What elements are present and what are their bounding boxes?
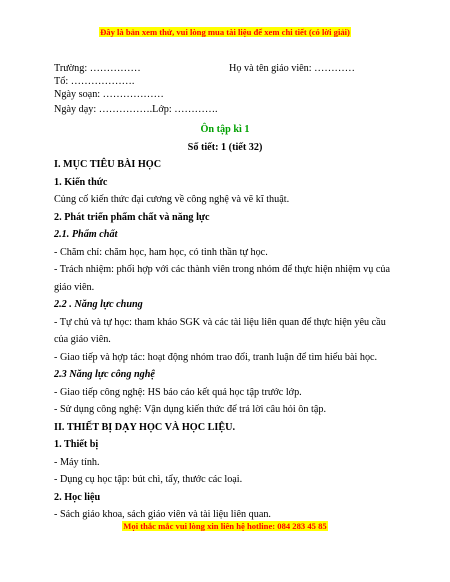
group-field: Tổ: ………………. bbox=[54, 76, 135, 87]
device-computer: - Máy tính. bbox=[54, 457, 100, 468]
heading-tech-competence: 2.3 Năng lực công nghệ bbox=[54, 369, 155, 380]
heading-development: 2. Phát triển phẩm chất và năng lực bbox=[54, 212, 210, 223]
school-field: Trường: …………… bbox=[54, 63, 141, 74]
heading-devices: 1. Thiết bị bbox=[54, 439, 99, 450]
heading-equipment: II. THIẾT BỊ DẠY HỌC VÀ HỌC LIỆU. bbox=[54, 422, 236, 433]
teacher-field: Họ và tên giáo viên: ………… bbox=[229, 63, 355, 74]
tech-usage: - Sử dụng công nghệ: Vận dụng kiến thức để trả lời câu hỏi ôn tập. bbox=[54, 404, 327, 415]
knowledge-text: Củng cố kiến thức đại cương về công nghệ và vẽ kĩ thuật. bbox=[54, 194, 290, 205]
heading-general-competence: 2.2 . Năng lực chung bbox=[54, 299, 143, 310]
materials-text: - Sách giáo khoa, sách giáo viên và tài liệu liên quan. bbox=[54, 509, 271, 520]
preview-banner-text: Đây là bản xem thử, vui lòng mua tài liệu để xem chi tiết (có lời giải) bbox=[100, 27, 350, 37]
teach-date-field: Ngày dạy: …………….Lớp: …………. bbox=[54, 104, 218, 115]
heading-knowledge: 1. Kiến thức bbox=[54, 177, 108, 188]
heading-materials: 2. Học liệu bbox=[54, 492, 101, 503]
device-tools: - Dụng cụ học tập: bút chì, tẩy, thước các loại. bbox=[54, 474, 243, 485]
preview-banner bbox=[0, 27, 450, 38]
tech-communication: - Giao tiếp công nghệ: HS báo cáo kết quả học tập trước lớp. bbox=[54, 387, 302, 398]
competence-cooperation: - Giao tiếp và hợp tác: hoạt động nhóm trao đổi, tranh luận để tìm hiểu bài học. bbox=[54, 352, 378, 363]
competence-self-study: - Tự chủ và tự học: tham khảo SGK và các tài liệu liên quan để thực hiện yêu cầu bbox=[54, 317, 386, 328]
quality-responsibility: - Trách nhiệm: phối hợp với các thành viên trong nhóm để thực hiện nhiệm vụ của bbox=[54, 264, 391, 275]
quality-responsibility-cont: giáo viên. bbox=[54, 282, 95, 293]
hotline-banner bbox=[0, 521, 450, 532]
competence-self-study-cont: của giáo viên. bbox=[54, 334, 111, 345]
prep-date-field: Ngày soạn: ……………… bbox=[54, 89, 164, 100]
heading-qualities: 2.1. Phẩm chất bbox=[54, 229, 118, 240]
quality-diligence: - Chăm chỉ: chăm học, ham học, có tinh thần tự học. bbox=[54, 247, 268, 258]
heading-objectives: I. MỤC TIÊU BÀI HỌC bbox=[54, 159, 162, 170]
lesson-title: Ôn tập kì 1 bbox=[200, 124, 250, 135]
period-count: Số tiết: 1 (tiết 32) bbox=[187, 142, 263, 153]
hotline-banner-text: Mọi thắc mắc vui lòng xin liên hệ hotline: 084 283 45 85 bbox=[123, 521, 327, 531]
